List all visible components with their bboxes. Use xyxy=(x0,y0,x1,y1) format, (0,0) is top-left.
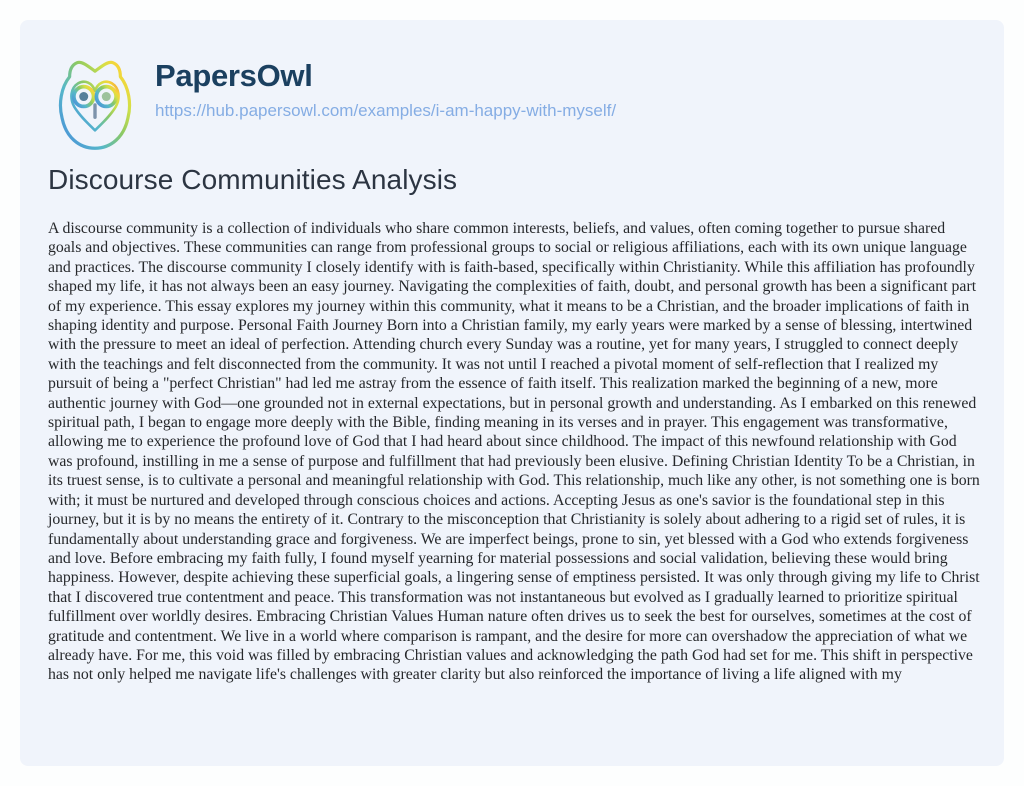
essay-body: A discourse community is a collection of individuals who share common interests, beliefs, and values, often coming together to pursue shared goals and objectives. These communities can range from professional groups to social or religious affiliations, each with its own unique language and practices. The discourse community I closely identify with is faith-based, specifically within Christianity. While this affiliation has profoundly shaped my life, it has not always been an easy journey. Navigating the complexities of faith, doubt, and personal growth has been a significant part of my experience. This essay explores my journey within this community, what it means to be a Christian, and the broader implications of faith in shaping identity and purpose. Personal Faith Journey Born into a Christian family, my early years were marked by a sense of blessing, intertwined with the pressure to meet an ideal of perfection. Attending church every Sunday was a routine, yet for many years, I struggled to connect deeply with the teachings and felt disconnected from the community. It was not until I reached a pivotal moment of self-reflection that I realized my pursuit of being a "perfect Christian" had led me astray from the essence of faith itself. This realization marked the beginning of a new, more authentic journey with God—one grounded not in external expectations, but in personal growth and understanding. As I embarked on this renewed spiritual path, I began to engage more deeply with the Bible, finding meaning in its verses and in prayer. This engagement was transformative, allowing me to experience the profound love of God that I had heard about since childhood. The impact of this newfound relationship with God was profound, instilling in me a sense of purpose and fulfillment that had previously been elusive. Defining Christian Identity To be a Christian, in its truest sense, is to cultivate a personal and meaningful relationship with God. This relationship, much like any other, is not something one is born with; it must be nurtured and developed through conscious choices and actions. Accepting Jesus as one's savior is the foundational step in this journey, but it is by no means the entirety of it. Contrary to the misconception that Christianity is solely about adhering to a rigid set of rules, it is fundamentally about understanding grace and forgiveness. We are imperfect beings, prone to sin, yet blessed with a God who extends forgiveness and love. Before embracing my faith fully, I found myself yearning for material possessions and social validation, believing these would bring happiness. However, despite achieving these superficial goals, a lingering sense of emptiness persisted. It was only through giving my life to Christ that I discovered true contentment and peace. This transformation was not instantaneous but evolved as I gradually learned to prioritize spiritual fulfillment over worldly desires. Embracing Christian Values Human nature often drives us to seek the best for ourselves, sometimes at the cost of gratitude and contentment. We live in a world where comparison is rampant, and the desire for more can overshadow the appreciation of what we already have. For me, this void was filled by embracing Christian values and acknowledging the path God had set for me. This shift in perspective has not only helped me navigate life's challenges with greater clarity but also reinforced the importance of living a life aligned with my xyxy=(48,220,980,684)
source-url-link[interactable]: https://hub.papersowl.com/examples/i-am-happy-with-myself/ xyxy=(155,100,617,120)
document-panel xyxy=(20,20,1004,766)
brand-block xyxy=(155,56,616,121)
header xyxy=(48,56,616,154)
essay-title: Discourse Communities Analysis xyxy=(48,164,458,195)
owl-logo-icon xyxy=(48,56,142,154)
brand-name: PapersOwl xyxy=(155,58,313,93)
